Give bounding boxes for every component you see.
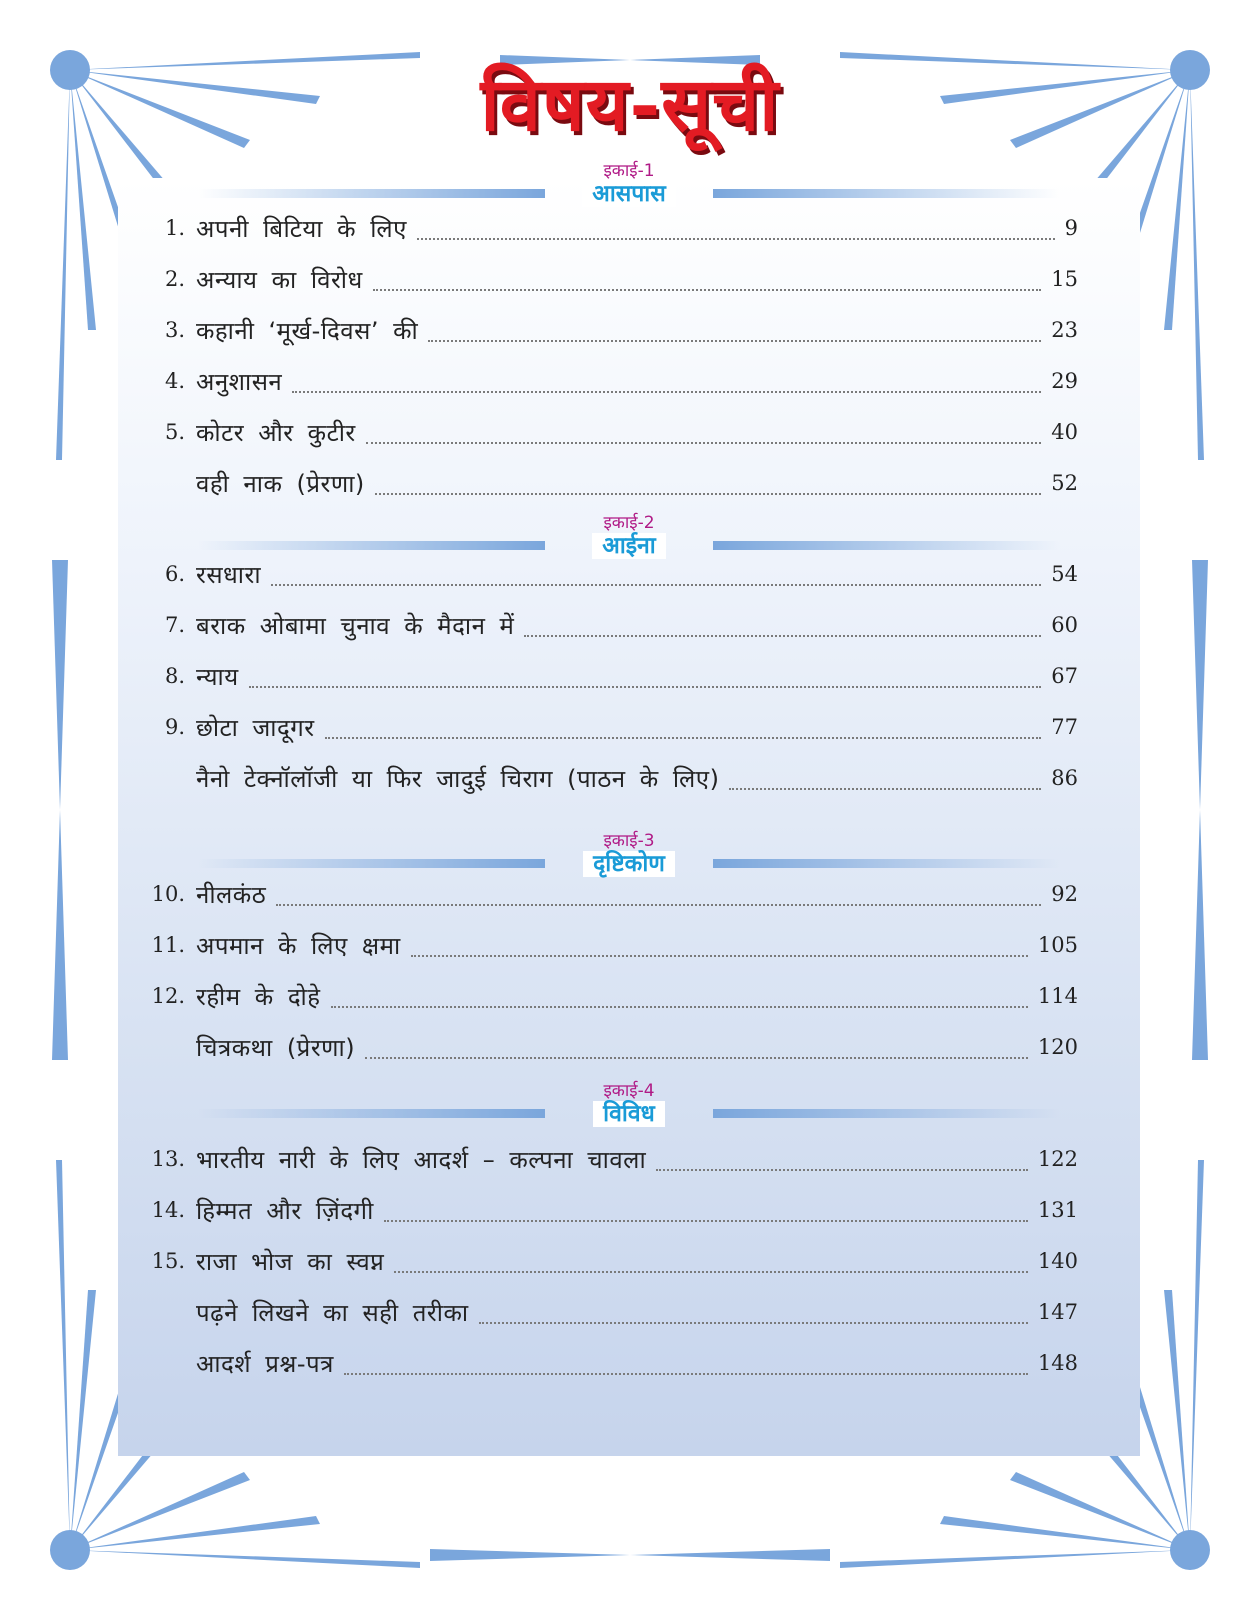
unit-label: इकाई-2 <box>603 513 655 533</box>
chapter-title[interactable]: बराक ओबामा चुनाव के मैदान में <box>196 612 515 640</box>
chapter-title[interactable]: नीलकंठ <box>196 881 267 909</box>
chapter-title[interactable]: नैनो टेक्नॉलॉजी या फिर जादुई चिराग (पाठन के लिए) <box>196 765 720 793</box>
unit-label: इकाई-4 <box>603 1081 655 1101</box>
page-number[interactable]: 105 <box>1037 933 1078 957</box>
toc-row[interactable] <box>118 467 1140 511</box>
chapter-title[interactable]: चित्रकथा (प्रेरणा) <box>196 1034 356 1062</box>
page-number[interactable]: 40 <box>1051 420 1078 444</box>
unit-band <box>118 850 1140 876</box>
dot-leader <box>292 391 1041 393</box>
chapter-number: 5. <box>164 420 185 444</box>
page-title: विषय-सूची <box>480 62 780 148</box>
unit-name-text: आईना <box>592 533 666 559</box>
page-number[interactable]: 52 <box>1051 471 1078 495</box>
page-number[interactable]: 92 <box>1051 882 1078 906</box>
unit-name-text: आसपास <box>582 181 676 207</box>
page-number[interactable]: 120 <box>1037 1035 1078 1059</box>
toc-row[interactable] <box>118 878 1140 922</box>
toc-row[interactable] <box>118 762 1140 806</box>
page-number[interactable]: 147 <box>1037 1300 1078 1324</box>
toc-row[interactable] <box>118 1031 1140 1075</box>
toc-row[interactable] <box>118 365 1140 409</box>
chapter-number: 2. <box>164 267 185 291</box>
unit-name <box>118 528 1140 560</box>
page-number[interactable]: 23 <box>1051 318 1078 342</box>
dot-leader <box>384 1220 1028 1222</box>
dot-leader <box>428 340 1041 342</box>
chapter-number: 1. <box>164 216 185 240</box>
chapter-title[interactable]: अपमान के लिए क्षमा <box>196 932 401 960</box>
chapter-title[interactable]: राजा भोज का स्वप्न <box>196 1248 385 1276</box>
page-number[interactable]: 114 <box>1037 984 1078 1008</box>
page-number[interactable]: 15 <box>1051 267 1078 291</box>
chapter-title[interactable]: छोटा जादूगर <box>196 714 315 742</box>
toc-row[interactable] <box>118 609 1140 653</box>
dot-leader <box>375 493 1041 495</box>
chapter-number: 7. <box>164 613 185 637</box>
chapter-number: 11. <box>151 933 185 957</box>
toc-row[interactable] <box>118 660 1140 704</box>
toc-row[interactable] <box>118 929 1140 973</box>
toc-row[interactable] <box>118 212 1140 256</box>
chapter-title[interactable]: रहीम के दोहे <box>196 983 321 1011</box>
unit-label: इकाई-1 <box>603 161 655 181</box>
unit-band <box>118 532 1140 558</box>
dot-leader <box>729 788 1041 790</box>
unit-band <box>118 1100 1140 1126</box>
dot-leader <box>411 955 1028 957</box>
chapter-title[interactable]: अनुशासन <box>196 368 283 396</box>
chapter-number: 4. <box>164 369 185 393</box>
unit-name-text: विविध <box>593 1101 665 1127</box>
dot-leader <box>249 686 1042 688</box>
chapter-title[interactable]: रसधारा <box>196 561 262 589</box>
chapter-title[interactable]: आदर्श प्रश्न-पत्र <box>196 1350 334 1378</box>
chapter-title[interactable]: कहानी ‘मूर्ख-दिवस’ की <box>196 317 419 345</box>
chapter-number: 13. <box>151 1147 185 1171</box>
unit-name <box>118 846 1140 878</box>
chapter-title[interactable]: भारतीय नारी के लिए आदर्श – कल्पना चावला <box>196 1146 647 1174</box>
chapter-title[interactable]: हिम्मत और ज़िंदगी <box>196 1197 374 1225</box>
page-number[interactable]: 86 <box>1051 766 1078 790</box>
chapter-number: 12. <box>151 984 185 1008</box>
dot-leader <box>366 442 1042 444</box>
toc-row[interactable] <box>118 711 1140 755</box>
dot-leader <box>373 289 1042 291</box>
chapter-number: 6. <box>164 562 185 586</box>
chapter-number: 3. <box>164 318 185 342</box>
dot-leader <box>524 635 1041 637</box>
page-number[interactable]: 9 <box>1064 216 1078 240</box>
toc-row[interactable] <box>118 263 1140 307</box>
page-number[interactable]: 140 <box>1037 1249 1078 1273</box>
page-number[interactable]: 131 <box>1037 1198 1078 1222</box>
page-number[interactable]: 77 <box>1051 715 1078 739</box>
dot-leader <box>394 1271 1028 1273</box>
page-number[interactable]: 54 <box>1051 562 1078 586</box>
page-number[interactable]: 60 <box>1051 613 1078 637</box>
dot-leader <box>276 904 1041 906</box>
chapter-title[interactable]: अन्याय का विरोध <box>196 266 363 294</box>
chapter-title[interactable]: वही नाक (प्रेरणा) <box>196 470 365 498</box>
dot-leader <box>331 1006 1028 1008</box>
page-number[interactable]: 122 <box>1037 1147 1078 1171</box>
toc-row[interactable] <box>118 416 1140 460</box>
toc-row[interactable] <box>118 558 1140 602</box>
toc-row[interactable] <box>118 980 1140 1024</box>
unit-name-text: दृष्टिकोण <box>583 851 675 877</box>
dot-leader <box>365 1057 1028 1059</box>
unit-name <box>118 176 1140 208</box>
toc-row[interactable] <box>118 1194 1140 1238</box>
unit-band <box>118 180 1140 206</box>
chapter-number: 14. <box>151 1198 185 1222</box>
dot-leader <box>417 238 1055 240</box>
dot-leader <box>656 1169 1028 1171</box>
chapter-title[interactable]: अपनी बिटिया के लिए <box>196 215 407 243</box>
dot-leader <box>271 584 1041 586</box>
chapter-title[interactable]: न्याय <box>196 663 239 691</box>
chapter-number: 10. <box>151 882 185 906</box>
toc-row[interactable] <box>118 1296 1140 1340</box>
toc-row[interactable] <box>118 314 1140 358</box>
toc-row[interactable] <box>118 1143 1140 1187</box>
chapter-title[interactable]: कोटर और कुटीर <box>196 419 356 447</box>
toc-row[interactable] <box>118 1347 1140 1391</box>
page-number[interactable]: 67 <box>1051 664 1078 688</box>
dot-leader <box>325 737 1042 739</box>
chapter-number: 9. <box>164 715 185 739</box>
dot-leader <box>344 1373 1028 1375</box>
toc-row[interactable] <box>118 1245 1140 1289</box>
chapter-number: 8. <box>164 664 185 688</box>
unit-label: इकाई-3 <box>603 831 655 851</box>
chapter-title[interactable]: पढ़ने लिखने का सही तरीका <box>196 1299 469 1327</box>
unit-name <box>118 1096 1140 1128</box>
page-number[interactable]: 148 <box>1037 1351 1078 1375</box>
page-number[interactable]: 29 <box>1051 369 1078 393</box>
dot-leader <box>479 1322 1028 1324</box>
chapter-number: 15. <box>151 1249 185 1273</box>
